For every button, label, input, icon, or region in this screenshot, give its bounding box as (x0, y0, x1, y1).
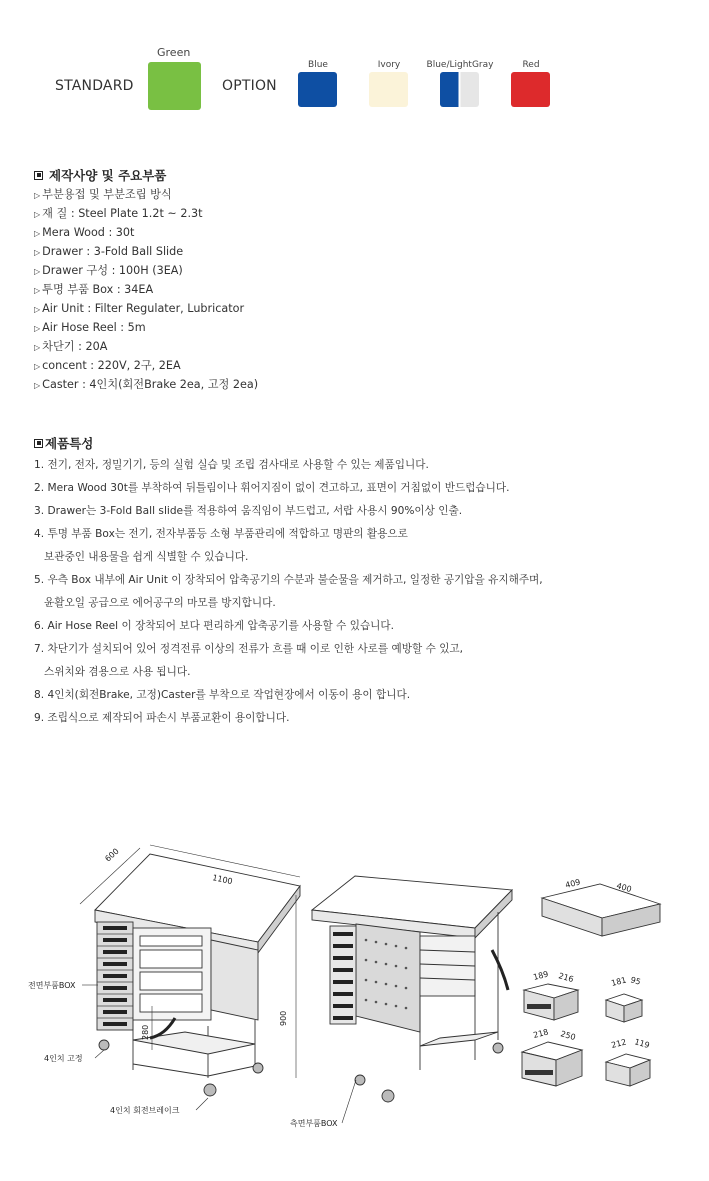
specs-title (34, 166, 166, 184)
drawer-component (542, 884, 660, 936)
option-swatch-red (511, 72, 550, 107)
label-side-box: 측면부품BOX (290, 1119, 338, 1128)
dim-depth-label: 600 (103, 846, 121, 864)
feature-list (34, 454, 543, 730)
feature-line: 4. 투명 부품 Box는 전기, 전자부품등 소형 부품관리에 적합하고 명판의 활용으로 (34, 528, 408, 540)
dim-shelf-label: 280 (141, 1024, 150, 1040)
feature-line: 6. Air Hose Reel 이 장착되어 보다 편리하게 압축공기를 사용할 수 있습니다. (34, 620, 395, 632)
box-a-dim-2: 216 (557, 971, 575, 985)
dim-height-label: 900 (279, 1010, 288, 1026)
triangle-bullet-icon: ▷ (34, 305, 41, 314)
spec-item: ▷ Air Hose Reel : 5m (34, 318, 258, 337)
parts-box-c (522, 1042, 582, 1086)
spec-item: ▷ Air Unit : Filter Regulater, Lubricator (34, 299, 258, 318)
spec-item: ▷ Caster : 4인치(회전Brake 2ea, 고정 2ea) (34, 375, 258, 394)
feature-line: 스위치와 겸용으로 사용 됩니다. (44, 666, 191, 678)
option-label: OPTION (222, 78, 277, 94)
spec-item: ▷ 재 질 : Steel Plate 1.2t ~ 2.3t (34, 204, 258, 223)
triangle-bullet-icon: ▷ (34, 343, 41, 352)
spec-item: ▷ Drawer 구성 : 100H (3EA) (34, 261, 258, 280)
option-color-name-red: Red (522, 60, 540, 70)
option-color-name-blue-lightgray: Blue/LightGray (426, 60, 494, 70)
spec-item: ▷ 차단기 : 20A (34, 337, 258, 356)
box-a-dim-1: 189 (532, 969, 550, 982)
option-color-name-blue: Blue (308, 60, 328, 70)
box-b-dim-1: 181 (610, 975, 628, 988)
triangle-bullet-icon: ▷ (34, 381, 41, 390)
spec-item: ▷ 투명 부품 Box : 34EA (34, 280, 258, 299)
parts-box-d (606, 1054, 650, 1086)
option-swatch-blue-lightgray (440, 72, 479, 107)
specs-title-text: 제작사양 및 주요부품 (49, 168, 167, 183)
feature-line: 8. 4인치(회전Brake, 고정)Caster를 부착으로 작업현장에서 이동이 용이 합니다. (34, 689, 411, 701)
technical-drawing (0, 840, 709, 1181)
label-fixed-caster: 4인치 고정 (44, 1054, 83, 1063)
triangle-bullet-icon: ▷ (34, 229, 41, 238)
parts-box-a (524, 984, 578, 1020)
feature-line: 7. 차단기가 설치되어 있어 정격전류 이상의 전류가 흐를 때 이로 인한 사로를 예방할 수 있고, (34, 643, 464, 655)
triangle-bullet-icon: ▷ (34, 286, 41, 295)
triangle-bullet-icon: ▷ (34, 191, 41, 200)
feature-line: 1. 전기, 전자, 정밀기기, 등의 실험 실습 및 조립 검사대로 사용할 수 있는 제품입니다. (34, 459, 429, 471)
box-c-dim-1: 218 (532, 1027, 550, 1040)
triangle-bullet-icon: ▷ (34, 324, 41, 333)
option-swatch-blue (298, 72, 337, 107)
drawer-dim-a: 409 (564, 877, 582, 890)
box-d-dim-1: 212 (610, 1037, 628, 1050)
feature-line: 보관중인 내용물을 쉽게 식별할 수 있습니다. (44, 551, 249, 563)
standard-label: STANDARD (55, 78, 134, 94)
triangle-bullet-icon: ▷ (34, 248, 41, 257)
standard-color-swatch (148, 62, 201, 110)
feature-line: 2. Mera Wood 30t를 부착하여 뒤틀림이나 휘어지짐이 없이 견고하고, 표면이 거침없이 반드럽습니다. (34, 482, 510, 494)
box-b-dim-2: 95 (629, 975, 642, 987)
label-brake-caster: 4인치 회전브레이크 (110, 1106, 180, 1115)
spec-item: ▷ concent : 220V, 2구, 2EA (34, 356, 258, 375)
spec-list (34, 185, 258, 394)
triangle-bullet-icon: ▷ (34, 362, 41, 371)
workbench-left (80, 845, 300, 1096)
box-c-dim-2: 250 (559, 1029, 577, 1043)
parts-box-b (606, 994, 642, 1022)
triangle-bullet-icon: ▷ (34, 267, 41, 276)
option-swatch-ivory (369, 72, 408, 107)
feature-line: 윤활오일 공급으로 에어공구의 마모를 방지합니다. (44, 597, 276, 609)
features-title (34, 434, 93, 452)
option-color-name-ivory: Ivory (377, 60, 401, 70)
box-d-dim-2: 119 (633, 1037, 651, 1051)
triangle-bullet-icon: ▷ (34, 210, 41, 219)
features-title-text: 제품특성 (45, 436, 94, 451)
label-front-box: 전면부품BOX (28, 981, 76, 990)
standard-color-name: Green (157, 46, 191, 59)
workbench-right (312, 876, 512, 1102)
feature-line: 9. 조립식으로 제작되어 파손시 부품교환이 용이합니다. (34, 712, 290, 724)
feature-line: 3. Drawer는 3-Fold Ball slide를 적용하여 움직임이 부드럽고, 서랍 사용시 90%이상 인출. (34, 505, 463, 517)
square-bullet-icon (34, 439, 43, 448)
feature-line: 5. 우측 Box 내부에 Air Unit 이 장착되어 압축공기의 수분과 불순물을 제거하고, 일정한 공기압을 유지해주며, (34, 574, 543, 586)
square-bullet-icon (34, 171, 43, 180)
dim-width-label: 1100 (211, 873, 234, 887)
drawer-dim-b: 400 (615, 881, 633, 895)
spec-item: ▷ Drawer : 3-Fold Ball Slide (34, 242, 258, 261)
spec-item: ▷ Mera Wood : 30t (34, 223, 258, 242)
spec-item: ▷ 부분용접 및 부분조립 방식 (34, 185, 258, 204)
